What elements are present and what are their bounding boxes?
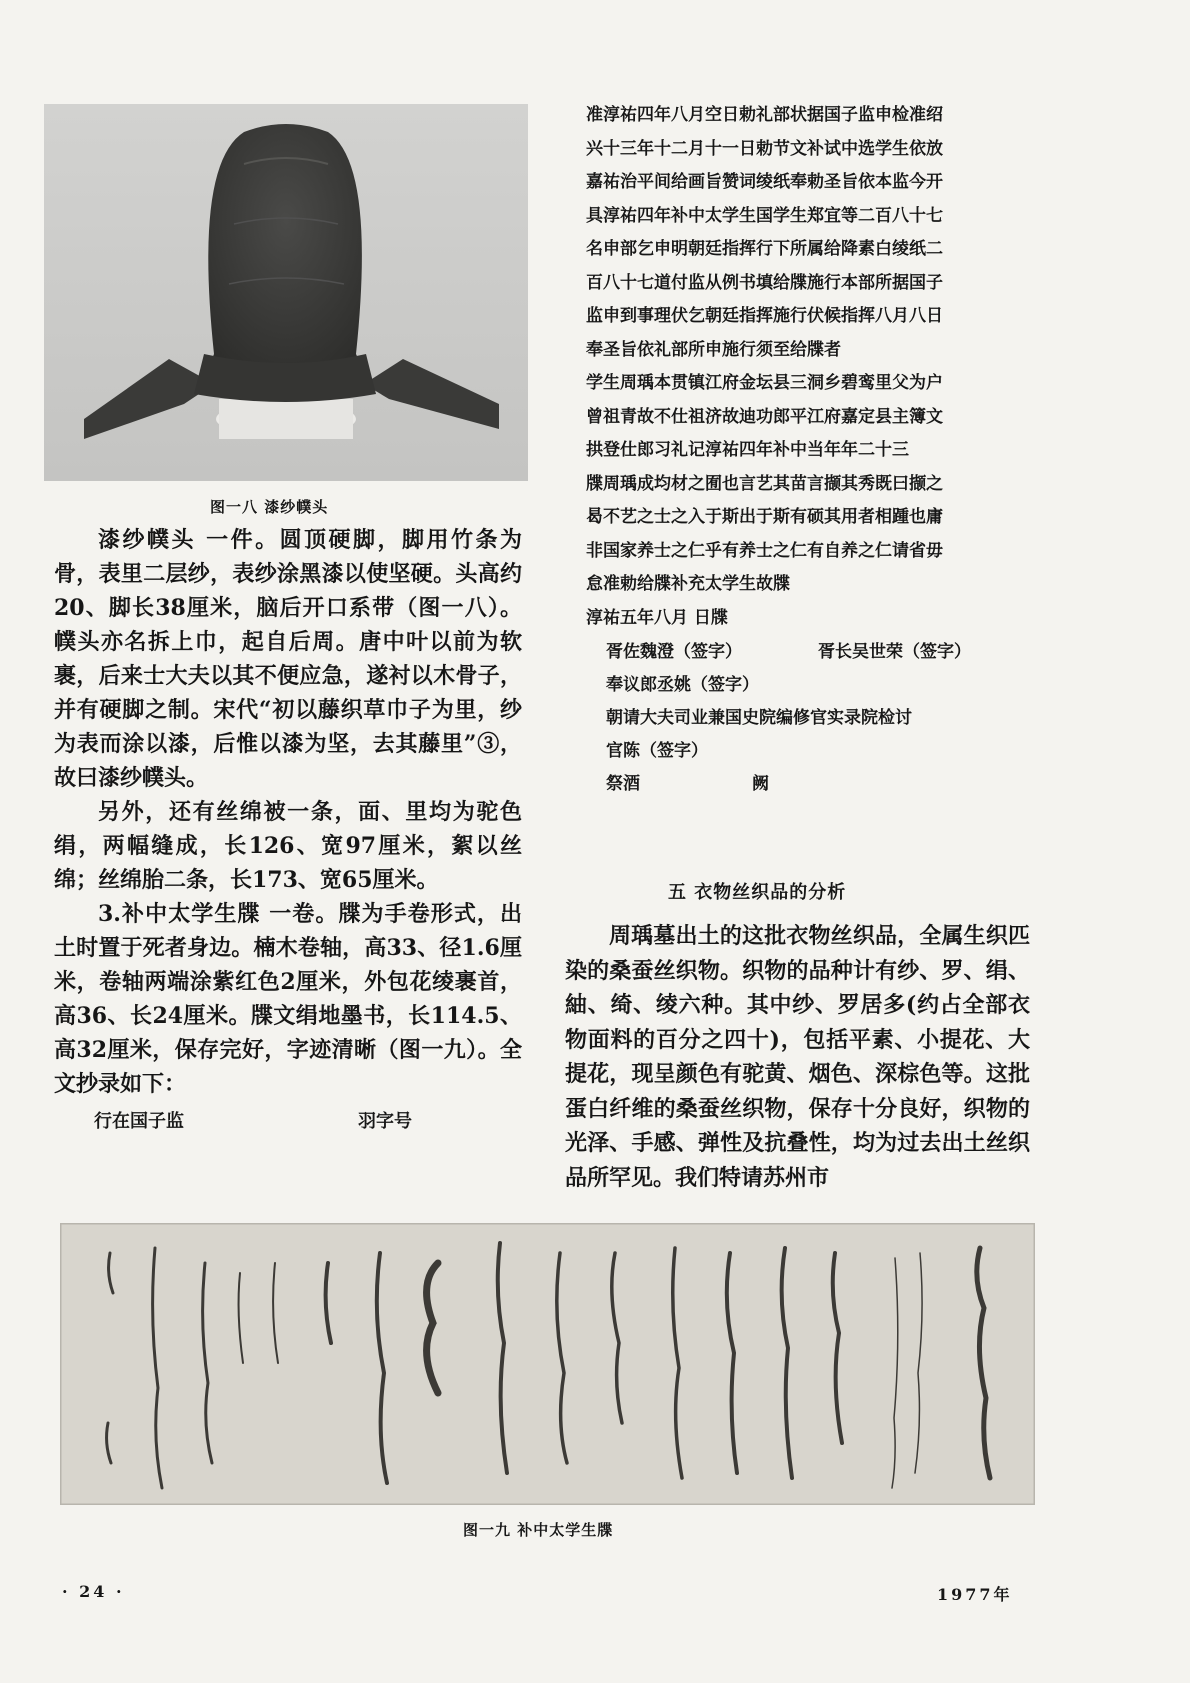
document-issuer: 行在国子监 — [94, 1111, 184, 1132]
publication-year: 1977年 — [937, 1585, 1013, 1604]
doc-line: 学生周瑀本贯镇江府金坛县三洞乡碧鸾里父为户 — [586, 373, 943, 393]
figure-19-caption: 图一九 补中太学生牒 — [463, 1521, 614, 1539]
left-column — [54, 523, 522, 1139]
doc-line: 曾祖青故不仕祖济故迪功郎平江府嘉定县主簿文 — [586, 406, 943, 427]
doc-line: 名申部乞申明朝廷指挥行下所属给降素白绫纸二 — [586, 239, 943, 259]
doc-line: 准淳祐四年八月空日勅礼部状据国子监申检准绍 — [586, 105, 943, 125]
figure-18-caption: 图一八 漆纱幞头 — [210, 498, 329, 516]
section-heading: 五 衣物丝织品的分析 — [668, 882, 847, 903]
signature-chen: 官陈（签字） — [606, 741, 708, 761]
signature-yao: 奉议郎丞姚（签字） — [606, 675, 759, 695]
figure-19-photo — [60, 1223, 1035, 1505]
doc-line: 非国家养士之仁乎有养士之仁有自养之仁请省毋 — [586, 540, 943, 561]
paragraph-certificate: 3.补中太学生牒 一卷。牒为手卷形式，出土时置于死者身边。楠木卷轴，高33、径1.6厘米，卷轴两端涂紫红色2厘米，外包花绫裹首，高36、长24厘米。牒文绢地墨书，长114.5、高32厘米，保存完好，字迹清晰（图一九）。全文抄录如下： — [54, 901, 522, 1097]
figure-18-photo — [44, 104, 528, 481]
signature-jijiu: 祭酒 — [606, 774, 640, 794]
right-column-text — [565, 919, 1030, 1195]
doc-line: 嘉祐治平间给画旨赞词绫纸奉勅圣旨依本监今开 — [586, 172, 943, 192]
paragraph-hat: 漆纱幞头 一件。圆顶硬脚，脚用竹条为骨，表里二层纱，表纱涂黑漆以使坚硬。头高约20、脚长38厘米，脑后开口系带（图一八）。幞头亦名拆上巾，起自后周。唐中叶以前为软裹，后来士大夫以其不便应急，遂衬以木骨子，并有硬脚之制。宋代“初以藤织草巾子为里，纱为表而涂以漆，后惟以漆为坚，去其藤里”③，故曰漆纱幞头。 — [54, 527, 522, 791]
doc-line: 监申到事理伏乞朝廷指挥施行伏候指挥八月八日 — [586, 306, 943, 326]
doc-line: 兴十三年十二月十一日勅节文补试中选学生依放 — [586, 138, 943, 159]
signature-title: 朝请大夫司业兼国史院编修官实录院检讨 — [606, 708, 912, 728]
signature-wu: 胥长吴世荣（签字） — [818, 642, 971, 662]
paragraph-textiles: 周瑀墓出土的这批衣物丝织品，全属生织匹染的桑蚕丝织物。织物的品种计有纱、罗、绢、紬、绮、绫六种。其中纱、罗居多(约占全部衣物面料的百分之四十)，包括平素、小提花、大提花，现呈颜色有驼黄、烟色、深棕色等。这批蛋白纤维的桑蚕丝织物，保存十分良好，织物的光泽、手感、弹性及抗叠性，均为过去出土丝织品所罕见。我们特请苏州市 — [565, 923, 1030, 1191]
doc-line: 牒周瑀成均材之囿也言艺其苗言撷其秀既曰撷之 — [586, 473, 943, 494]
doc-line: 拱登仕郎习礼记淳祐四年补中当年年二十三 — [586, 440, 909, 460]
document-transcription — [586, 99, 1026, 602]
signature-wei: 胥佐魏澄（签字） — [606, 642, 742, 662]
doc-line: 百八十七道付监从例书填给牒施行本部所据国子 — [586, 272, 943, 293]
gauze-hat-photo — [44, 104, 528, 481]
paragraph-quilt: 另外，还有丝绵被一条，面、里均为驼色绢，两幅缝成，长126、宽97厘米，絮以丝绵；丝绵胎二条，长173、宽65厘米。 — [54, 799, 522, 893]
page-number: · 24 · — [62, 1582, 125, 1601]
document-number: 羽字号 — [358, 1111, 412, 1132]
document-date: 淳祐五年八月 日牒 — [586, 608, 728, 628]
doc-line: 奉圣旨依礼部所申施行须至给牒者 — [586, 339, 841, 360]
doc-line: 具淳祐四年补中太学生国学生郑宜等二百八十七 — [586, 205, 943, 226]
signature-vacant: 阙 — [752, 774, 769, 794]
document-heading-row — [54, 1105, 522, 1139]
doc-line: 曷不艺之士之入于斯出于斯有硕其用者相踵也庸 — [586, 507, 943, 527]
doc-line: 怠准勅给牒补充太学生故牒 — [586, 574, 790, 594]
calligraphy-scroll-photo — [60, 1223, 1035, 1505]
